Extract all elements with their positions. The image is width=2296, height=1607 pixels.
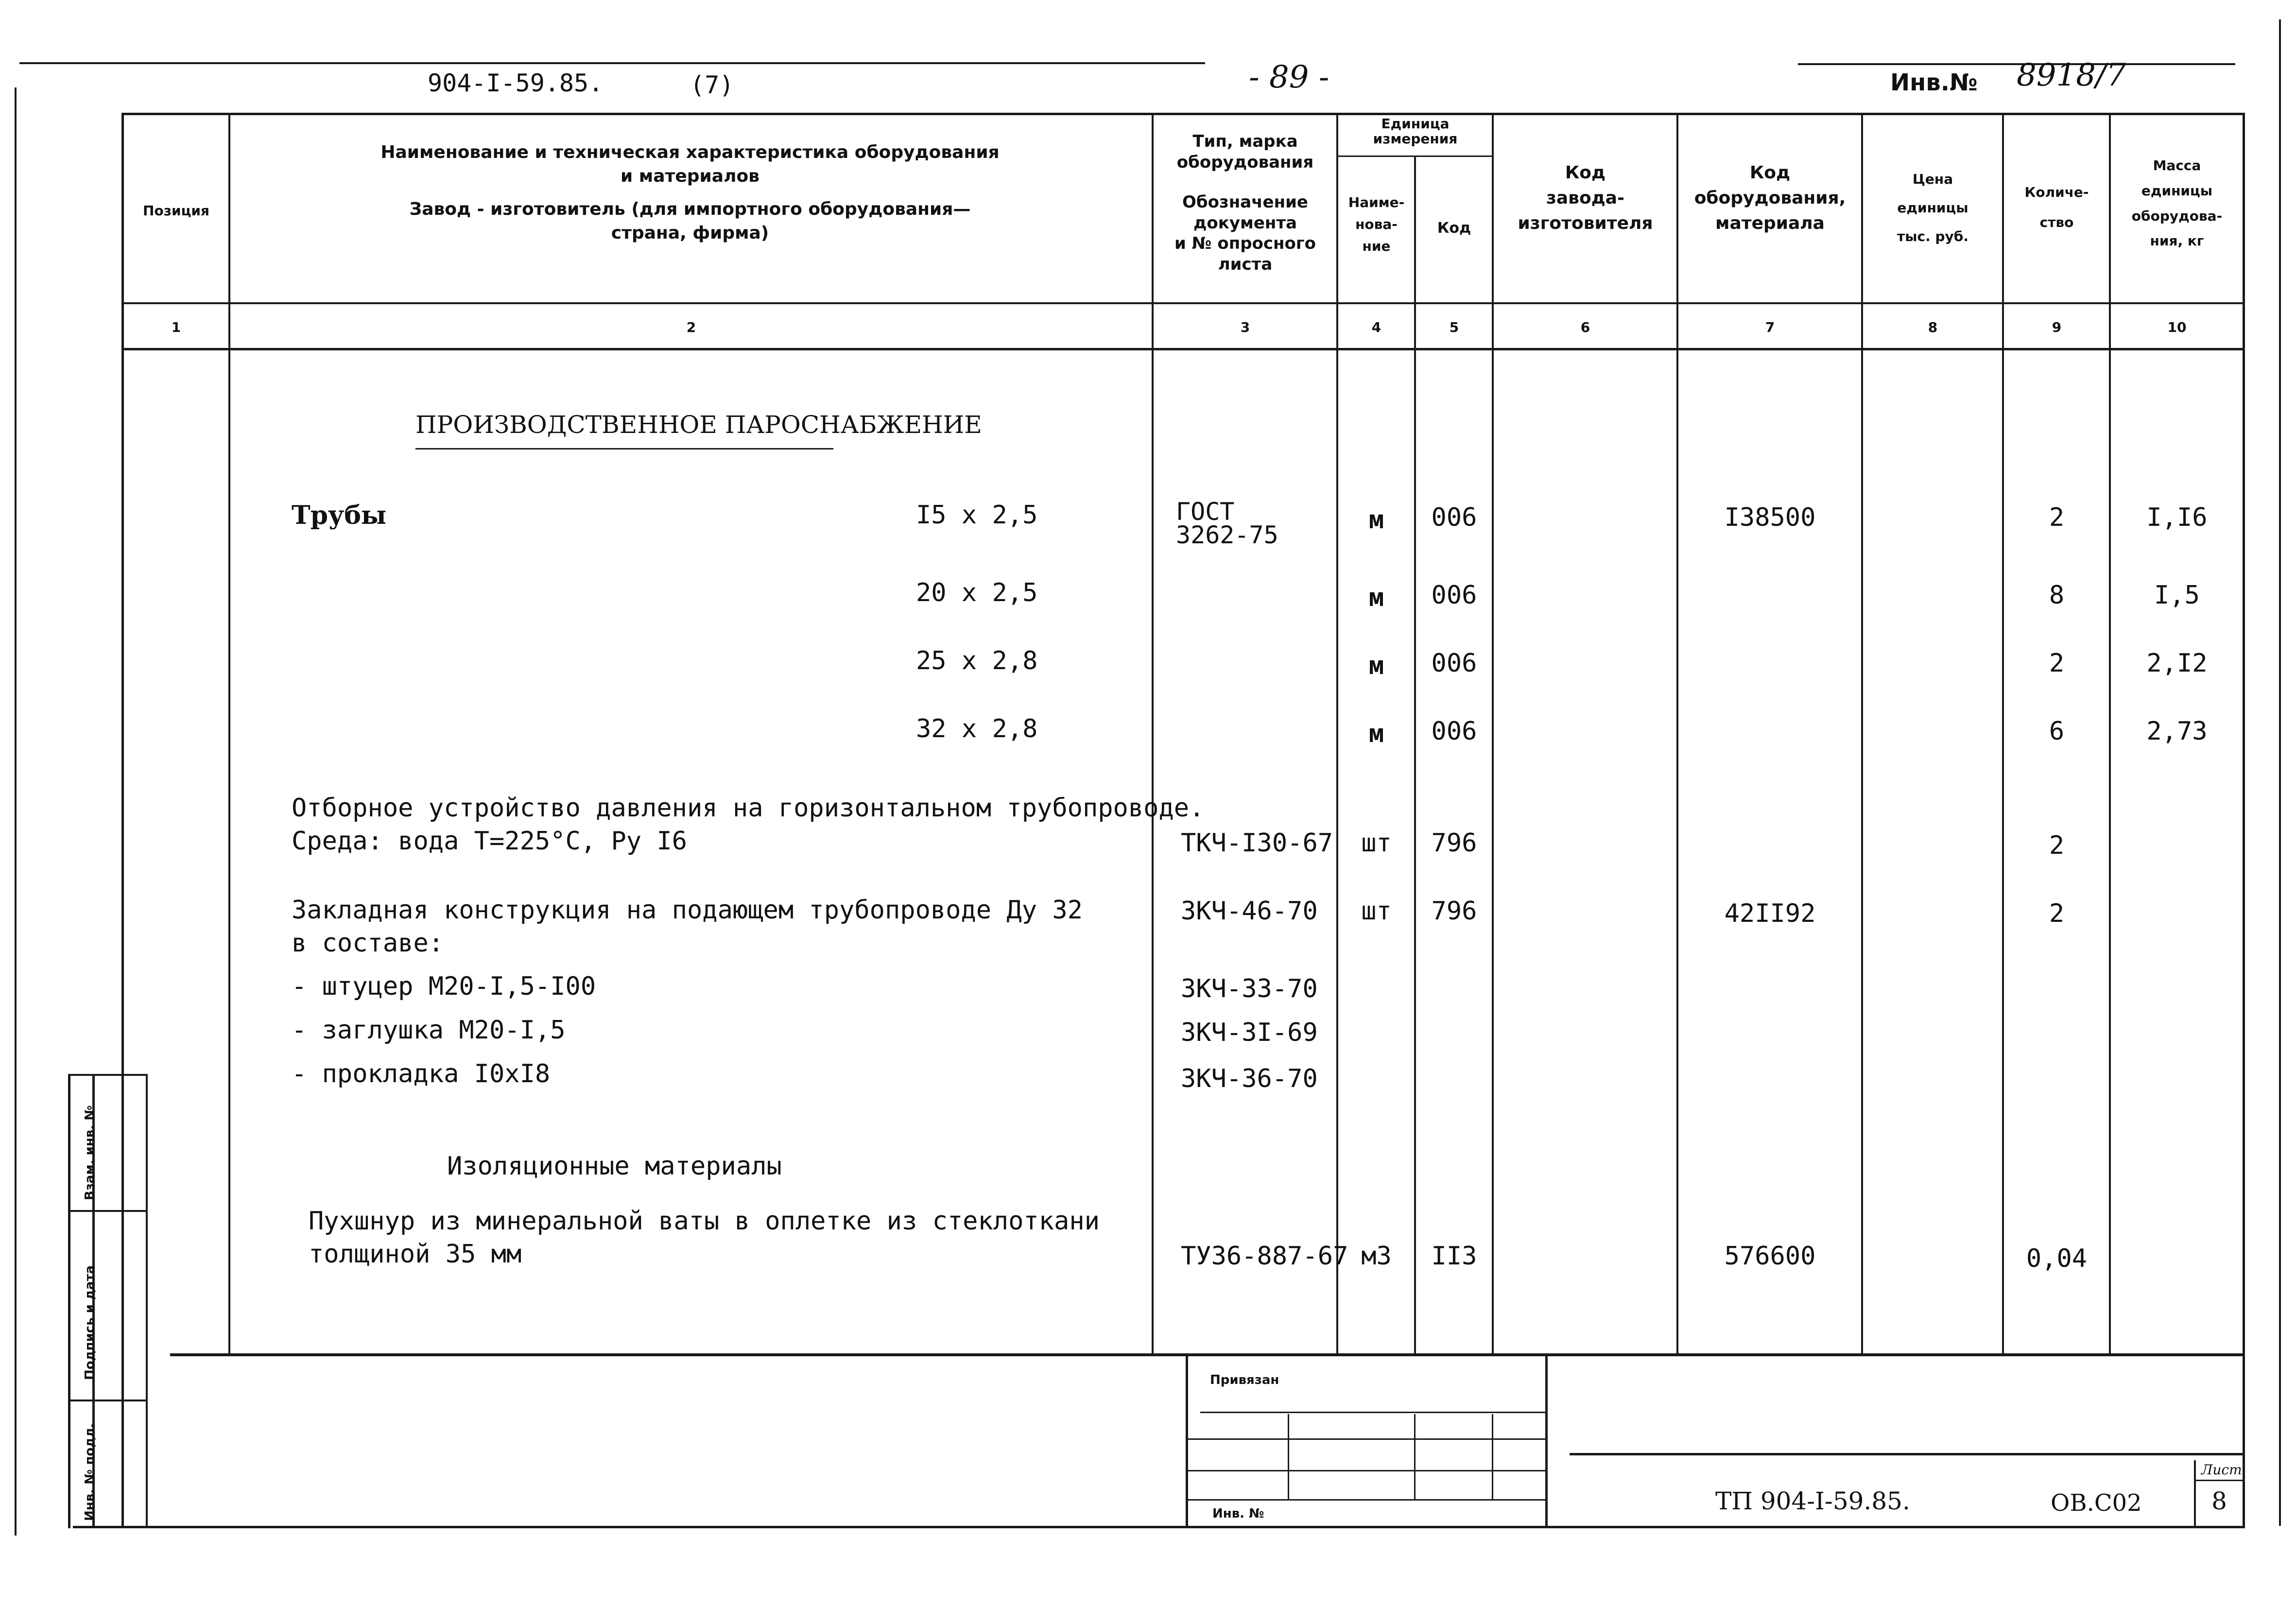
embedded-quantity: 2 [2049, 899, 2065, 928]
header-quantity: Количе- ство [2024, 184, 2089, 230]
pipe-size: I5 х 2,5 [916, 501, 1038, 530]
pipe-unit: м [1368, 505, 1384, 535]
header-mass: Масса единицы оборудова- ния, кг [2131, 157, 2223, 249]
column-number-6: 6 [1580, 319, 1590, 335]
pressure-device-code: 796 [1431, 829, 1477, 858]
column-number-9: 9 [2052, 319, 2062, 335]
margin-replacement-inventory: Взам. инв. № [83, 1105, 97, 1200]
pipe-quantity: 6 [2049, 717, 2065, 746]
frame-right [2243, 113, 2245, 1527]
pipe-mass: 2,73 [2146, 717, 2208, 746]
pipe-mass: I,I6 [2146, 503, 2208, 532]
insulation-unit: м3 [1361, 1242, 1392, 1271]
pipe-size: 20 х 2,5 [916, 578, 1038, 607]
pipes-standard: ГОСТ 3262-75 [1176, 498, 1278, 549]
column-number-10: 10 [2167, 319, 2187, 335]
stamp-project-number: ТП 904-I-59.85. [1715, 1487, 1910, 1515]
column-number-3: 3 [1240, 319, 1250, 335]
embedded-material-code: 42II92 [1724, 899, 1816, 928]
pressure-device-description: Отборное устройство давления на горизонтальном трубопроводе. Среда: вода Т=225°С, Ру I6 [292, 794, 1205, 856]
stamp-inventory-label: Инв. № [1212, 1506, 1264, 1521]
pipe-unit: м [1368, 651, 1384, 680]
inventory-label: Инв.№ [1890, 69, 1978, 96]
embedded-part-doc: ЗКЧ-3I-69 [1181, 1018, 1318, 1047]
column-number-8: 8 [1928, 319, 1938, 335]
pipe-material-code: I38500 [1724, 503, 1816, 532]
pipe-size: 25 х 2,8 [916, 646, 1038, 675]
pipe-unit: м [1368, 583, 1384, 612]
pipes-name: Трубы [292, 501, 387, 530]
header-position: Позиция [143, 203, 209, 219]
embedded-part-name: - заглушка М20-I,5 [292, 1016, 566, 1045]
column-number-2: 2 [686, 319, 696, 335]
insulation-quantity: 0,04 [2026, 1244, 2088, 1273]
pipe-quantity: 2 [2049, 649, 2065, 678]
embedded-part-doc: ЗКЧ-36-70 [1181, 1064, 1318, 1093]
embedded-unit: шт [1361, 897, 1392, 926]
pipe-unit: м [1368, 719, 1384, 748]
stamp-sheet-number: 8 [2211, 1487, 2227, 1515]
embedded-part-doc: ЗКЧ-33-70 [1181, 974, 1318, 1003]
embedded-code: 796 [1431, 897, 1477, 926]
pressure-device-unit: шт [1361, 829, 1392, 858]
embedded-doc: ЗКЧ-46-70 [1181, 897, 1318, 926]
column-number-1: 1 [171, 319, 181, 335]
header-factory-code: Код завода- изготовителя [1518, 163, 1653, 234]
document-number: 904-I-59.85. [428, 69, 604, 97]
header-name: Наименование и техническая характеристика оборудования и материалов Завод - изготовитель (для импортного оборудования— страна, фирма) [380, 142, 1000, 243]
pipe-size: 32 х 2,8 [916, 714, 1038, 743]
pipe-mass: I,5 [2154, 581, 2200, 610]
stamp-privyazan: Привязан [1210, 1373, 1279, 1387]
frame-bottom [73, 1526, 2245, 1528]
insulation-material-code: 576600 [1724, 1242, 1816, 1271]
column-number-4: 4 [1371, 319, 1381, 335]
part-number: (7) [690, 71, 734, 99]
section-title: ПРОИЗВОДСТВЕННОЕ ПАРОСНАБЖЕНИЕ [415, 411, 982, 439]
page-number: - 89 - [1249, 59, 1329, 95]
insulation-doc: ТУ36-887-67 [1181, 1242, 1348, 1271]
header-material-code: Код оборудования, материала [1694, 163, 1846, 234]
margin-signature-date: Подпись и дата [83, 1265, 97, 1380]
header-unit-group: Единица измерения [1373, 116, 1458, 147]
insulation-description: Пухшнур из минеральной ваты в оплетке из стеклоткани толщиной 35 мм [309, 1207, 1100, 1269]
pipe-mass: 2,I2 [2146, 649, 2208, 678]
header-unit-code: Код [1437, 220, 1471, 237]
pressure-device-doc: ТКЧ-I30-67 [1181, 829, 1333, 858]
header-type: Тип, марка оборудования Обозначение документа и № опросного листа [1174, 132, 1316, 274]
pressure-device-quantity: 2 [2049, 831, 2065, 860]
pipe-unit-code: 006 [1431, 649, 1477, 678]
insulation-code: II3 [1431, 1242, 1477, 1271]
pipe-quantity: 2 [2049, 503, 2065, 532]
pipe-quantity: 8 [2049, 581, 2065, 610]
margin-original-inventory: Инв. № подл. [83, 1423, 97, 1521]
stamp-drawing-code: ОВ.С02 [2051, 1489, 2142, 1517]
stamp-sheet-label: Лист [2201, 1462, 2242, 1478]
pipe-unit-code: 006 [1431, 503, 1477, 532]
insulation-title: Изоляционные материалы [447, 1152, 782, 1181]
embedded-part-name: - прокладка I0хI8 [292, 1059, 551, 1089]
column-number-7: 7 [1765, 319, 1775, 335]
frame-top [121, 113, 2245, 115]
header-unit-name: Наиме- нова- ние [1348, 194, 1405, 254]
header-price: Цена единицы тыс. руб. [1897, 171, 1968, 244]
pipe-unit-code: 006 [1431, 581, 1477, 610]
column-number-5: 5 [1449, 319, 1459, 335]
embedded-part-name: - штуцер М20-I,5-I00 [292, 972, 596, 1001]
inventory-number: 8918/7 [2017, 57, 2126, 93]
pipe-unit-code: 006 [1431, 717, 1477, 746]
embedded-description: Закладная конструкция на подающем трубопроводе Ду 32 в составе: [292, 896, 1083, 958]
